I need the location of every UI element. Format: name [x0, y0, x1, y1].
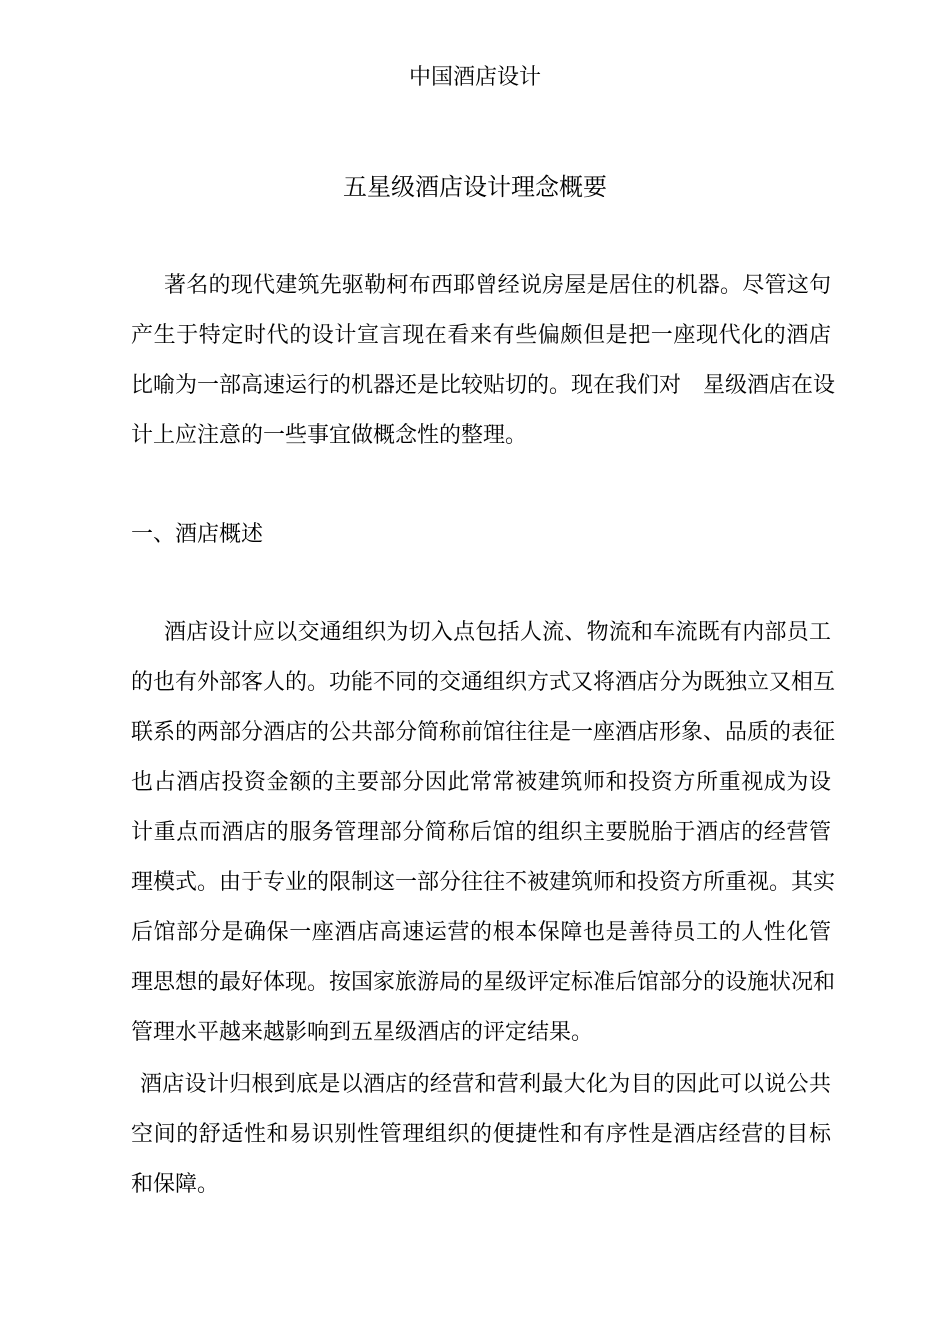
section-heading: 一、酒店概述 — [131, 522, 264, 547]
paragraph-line: 管理水平越来越影响到五星级酒店的评定结果。 — [131, 1020, 594, 1045]
paragraph-line: 的也有外部客人的。功能不同的交通组织方式又将酒店分为既独立又相互 — [131, 670, 836, 695]
paragraph-line: 联系的两部分酒店的公共部分简称前馆往往是一座酒店形象、品质的表征 — [131, 720, 836, 745]
paragraph-line: 酒店设计应以交通组织为切入点包括人流、物流和车流既有内部员工 — [164, 620, 831, 645]
paragraph-line: 计上应注意的一些事宜做概念性的整理。 — [131, 423, 528, 448]
document-title: 中国酒店设计 — [408, 65, 541, 90]
document-subtitle: 五星级酒店设计理念概要 — [343, 173, 607, 201]
paragraph-line: 和保障。 — [131, 1172, 220, 1197]
paragraph-line: 产生于特定时代的设计宣言现在看来有些偏颇但是把一座现代化的酒店 — [131, 323, 831, 348]
paragraph-line: 计重点而酒店的服务管理部分简称后馆的组织主要脱胎于酒店的经营管 — [131, 820, 831, 845]
paragraph-line: 酒店设计归根到底是以酒店的经营和营利最大化为目的因此可以说公共 — [140, 1072, 831, 1097]
paragraph-line: 也占酒店投资金额的主要部分因此常常被建筑师和投资方所重视成为设 — [131, 770, 831, 795]
paragraph-line: 著名的现代建筑先驱勒柯布西耶曾经说房屋是居住的机器。尽管这句 — [164, 273, 831, 298]
paragraph-line: 理思想的最好体现。按国家旅游局的星级评定标准后馆部分的设施状况和 — [131, 970, 836, 995]
paragraph-line: 理模式。由于专业的限制这一部分往往不被建筑师和投资方所重视。其实 — [131, 870, 836, 895]
paragraph-line: 空间的舒适性和易识别性管理组织的便捷性和有序性是酒店经营的目标 — [131, 1122, 831, 1147]
paragraph-line: 后馆部分是确保一座酒店高速运营的根本保障也是善待员工的人性化管 — [131, 920, 831, 945]
paragraph-line: 比喻为一部高速运行的机器还是比较贴切的。现在我们对 星级酒店在设 — [131, 373, 836, 398]
